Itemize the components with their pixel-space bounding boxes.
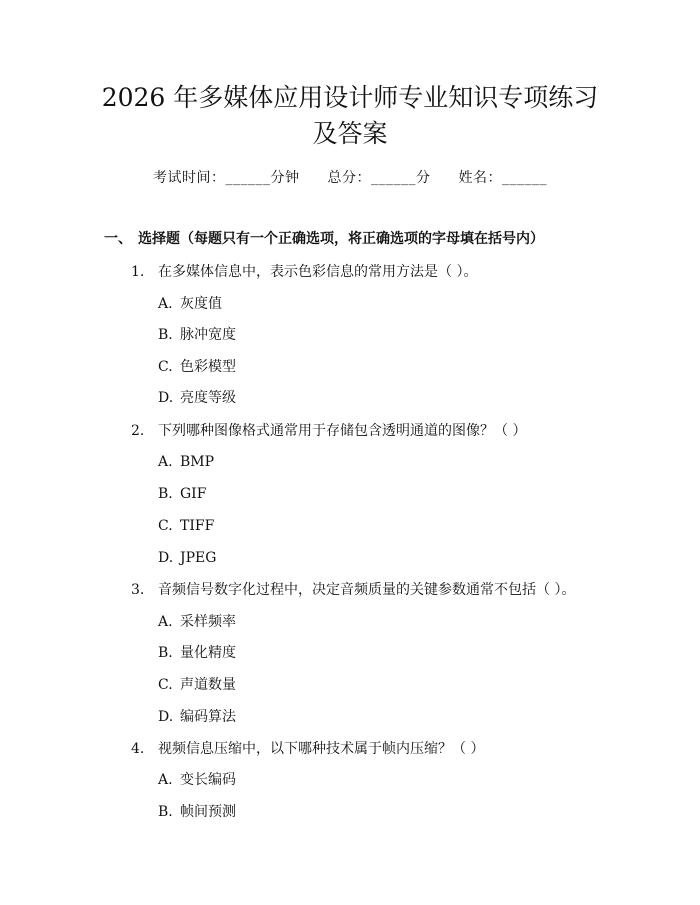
option-text: GIF (180, 486, 207, 502)
section-number: 一、 (104, 231, 132, 247)
total-score-field: 总分：______分 (327, 170, 431, 186)
question-number: 4. (131, 741, 145, 757)
option-text: BMP (180, 454, 215, 470)
option-letter: C. (158, 677, 173, 693)
question-text: 视频信息压缩中，以下哪种技术属于帧内压缩？（ ） (158, 741, 485, 757)
question-text: 在多媒体信息中，表示色彩信息的常用方法是（ ）。 (158, 264, 478, 280)
option-item (158, 612, 236, 632)
option-letter: B. (158, 804, 173, 820)
exam-info (0, 168, 700, 188)
option-letter: B. (158, 327, 173, 343)
option-item (158, 325, 236, 345)
option-item (158, 516, 214, 536)
question-text: 音频信号数字化过程中，决定音频质量的关键参数通常不包括（ ）。 (158, 582, 576, 598)
option-text: TIFF (180, 518, 215, 534)
option-text: 亮度等级 (180, 390, 236, 406)
option-item (158, 675, 236, 695)
option-letter: A. (158, 454, 173, 470)
option-item (158, 357, 236, 377)
option-item (158, 707, 236, 727)
option-item (158, 388, 236, 408)
option-text: 声道数量 (180, 677, 236, 693)
document-title-line-2: 及答案 (312, 119, 388, 148)
option-item (158, 802, 236, 822)
document-title-line-1: 2026 年多媒体应用设计师专业知识专项练习 (101, 83, 599, 112)
option-letter: C. (158, 518, 173, 534)
option-letter: A. (158, 614, 173, 630)
option-letter: D. (158, 390, 174, 406)
question-number: 2. (131, 423, 145, 439)
option-letter: D. (158, 709, 174, 725)
option-item (158, 294, 222, 314)
option-item (158, 484, 206, 504)
exam-time-field: 考试时间：______分钟 (153, 170, 300, 186)
question-number: 3. (131, 582, 145, 598)
option-letter: D. (158, 550, 174, 566)
option-text: 量化精度 (180, 645, 236, 661)
option-letter: A. (158, 296, 173, 312)
option-letter: B. (158, 486, 173, 502)
option-text: JPEG (180, 550, 217, 566)
section-heading (104, 229, 544, 249)
option-item (158, 452, 214, 472)
option-letter: A. (158, 772, 173, 788)
option-letter: B. (158, 645, 173, 661)
option-text: 编码算法 (180, 709, 236, 725)
name-field: 姓名：______ (458, 170, 547, 186)
section-title: 选择题（每题只有一个正确选项，将正确选项的字母填在括号内） (138, 231, 544, 247)
option-text: 采样频率 (180, 614, 236, 630)
option-text: 帧间预测 (180, 804, 236, 820)
option-text: 变长编码 (180, 772, 236, 788)
option-text: 灰度值 (180, 296, 222, 312)
question-number: 1. (131, 264, 145, 280)
option-text: 脉冲宽度 (180, 327, 236, 343)
option-item (158, 548, 216, 568)
option-text: 色彩模型 (180, 359, 236, 375)
question-text: 下列哪种图像格式通常用于存储包含透明通道的图像？（ ） (158, 423, 527, 439)
option-letter: C. (158, 359, 173, 375)
option-item (158, 770, 236, 790)
option-item (158, 643, 236, 663)
